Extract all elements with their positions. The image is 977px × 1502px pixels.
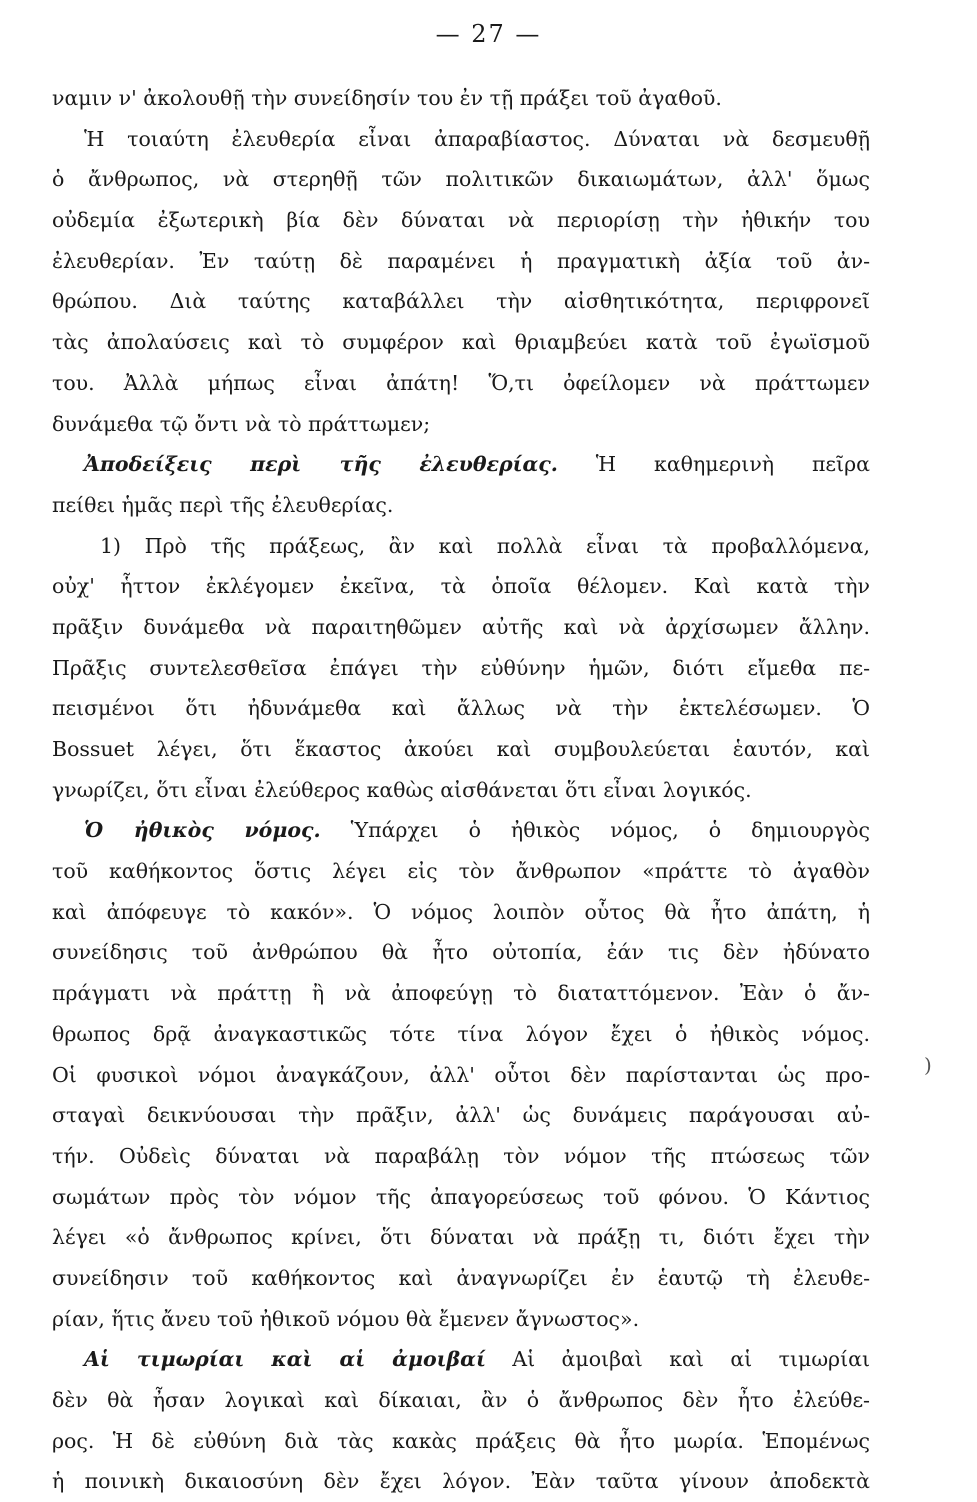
text-line bbox=[52, 1339, 870, 1380]
line-text: Ἡ καθημερινὴ πεῖρα bbox=[557, 452, 870, 477]
text-line bbox=[52, 1258, 870, 1299]
section-heading: Αἱ τιμωρίαι καὶ αἱ ἀμοιβαί bbox=[84, 1347, 486, 1372]
text-line bbox=[52, 1095, 870, 1136]
text-line bbox=[52, 892, 870, 933]
line-text: θρωπος δρᾷ ἀναγκαστικῶς τότε τίνα λόγον ἔχει ὁ ἠθικὸς νόμος. bbox=[52, 1021, 870, 1046]
text-line bbox=[52, 444, 870, 485]
text-line bbox=[52, 404, 870, 445]
line-text: του. Ἀλλὰ μήπως εἶναι ἀπάτη! Ὅ,τι ὀφείλομεν νὰ πράττωμεν bbox=[52, 370, 870, 395]
page-number: — 27 — bbox=[435, 20, 542, 48]
line-text: ρος. Ἡ δὲ εὐθύνη διὰ τὰς κακὰς πράξεις θὰ ἦτο μωρία. Ἑπομένως bbox=[52, 1428, 870, 1453]
text-line bbox=[52, 485, 870, 526]
text-line bbox=[52, 851, 870, 892]
line-text: γνωρίζει, ὅτι εἶναι ἐλεύθερος καθὼς αἰσθάνεται ὅτι εἶναι λογικός. bbox=[52, 777, 752, 802]
text-line bbox=[52, 1299, 870, 1340]
line-text: συνείδησις τοῦ ἀνθρώπου θὰ ἦτο οὐτοπία, ἐάν τις δὲν ἠδύνατο bbox=[52, 940, 870, 965]
text-line bbox=[52, 322, 870, 363]
line-text: πράγματι νὰ πράττῃ ἢ νὰ ἀποφεύγῃ τὸ διαταττόμενον. Ἐὰν ὁ ἄν- bbox=[52, 981, 870, 1006]
line-text: συνείδησιν τοῦ καθήκοντος καὶ ἀναγνωρίζει ἐν ἑαυτῷ τὴ ἐλευθε- bbox=[52, 1265, 870, 1290]
text-line bbox=[52, 241, 870, 282]
line-text: πρᾶξιν δυνάμεθα νὰ παραιτηθῶμεν αὐτῆς καὶ νὰ ἀρχίσωμεν ἄλλην. bbox=[52, 614, 870, 639]
section-heading: Ἀποδείξεις περὶ τῆς ἐλευθερίας. bbox=[84, 452, 558, 477]
text-line bbox=[52, 810, 870, 851]
text-line bbox=[52, 729, 870, 770]
line-text: τήν. Οὐδεὶς δύναται νὰ παραβάλῃ τὸν νόμον τῆς πτώσεως τῶν bbox=[52, 1143, 870, 1168]
text-line bbox=[52, 119, 870, 160]
text-line bbox=[52, 1461, 870, 1502]
text-line bbox=[52, 281, 870, 322]
line-text: Οἱ φυσικοὶ νόμοι ἀναγκάζουν, ἀλλ' οὗτοι δὲν παρίστανται ὡς προ- bbox=[52, 1062, 870, 1087]
line-text: καὶ ἀπόφευγε τὸ κακόν». Ὁ νόμος λοιπὸν οὗτος θὰ ἦτο ἀπάτη, ἡ bbox=[52, 899, 870, 924]
text-line bbox=[52, 1421, 870, 1462]
line-text: ὁ ἄνθρωπος, νὰ στερηθῇ τῶν πολιτικῶν δικαιωμάτων, ἀλλ' ὅμως bbox=[52, 167, 870, 192]
line-text: Bossuet λέγει, ὅτι ἕκαστος ἀκούει καὶ συμβουλεύεται ἑαυτόν, καὶ bbox=[52, 737, 870, 761]
line-text: δυνάμεθα τῷ ὄντι νὰ τὸ πράττωμεν; bbox=[52, 411, 431, 436]
line-text: λέγει «ὁ ἄνθρωπος κρίνει, ὅτι δύναται νὰ πράξῃ τι, διότι ἔχει τὴν bbox=[52, 1225, 870, 1250]
text-line bbox=[52, 363, 870, 404]
text-line bbox=[52, 1380, 870, 1421]
text-line bbox=[52, 1217, 870, 1258]
line-text: ναμιν ν' ἀκολουθῇ τὴν συνείδησίν του ἐν τῇ πράξει τοῦ ἀγαθοῦ. bbox=[52, 86, 722, 110]
text-line bbox=[52, 932, 870, 973]
margin-mark: ) bbox=[924, 1053, 932, 1077]
line-text: τοῦ καθήκοντος ὅστις λέγει εἰς τὸν ἄνθρωπον «πράττε τὸ ἀγαθὸν bbox=[52, 859, 870, 884]
text-line bbox=[52, 688, 870, 729]
line-text: ἡ ποινικὴ δικαιοσύνη δὲν ἔχει λόγον. Ἐὰν ταῦτα γίνουν ἀποδεκτὰ bbox=[52, 1469, 870, 1494]
line-text: σταγαὶ δεικνύουσαι τὴν πρᾶξιν, ἀλλ' ὡς δυνάμεις παράγουσαι αὐ- bbox=[52, 1103, 870, 1128]
text-line bbox=[52, 566, 870, 607]
line-text: Αἱ ἀμοιβαὶ καὶ αἱ τιμωρίαι bbox=[485, 1347, 871, 1372]
line-text: Ἡ τοιαύτη ἐλευθερία εἶναι ἀπαραβίαστος. Δύναται νὰ δεσμευθῇ bbox=[84, 126, 870, 151]
text-line bbox=[52, 159, 870, 200]
text-line bbox=[52, 973, 870, 1014]
text-line bbox=[52, 648, 870, 689]
line-text: σωμάτων πρὸς τὸν νόμον τῆς ἀπαγορεύσεως τοῦ φόνου. Ὁ Κάντιος bbox=[52, 1184, 870, 1209]
text-line bbox=[52, 200, 870, 241]
line-text: Πρᾶξις συντελεσθεῖσα ἐπάγει τὴν εὐθύνην ἡμῶν, διότι εἴμεθα πε- bbox=[52, 655, 870, 680]
line-text: οὐχ' ἧττον ἐκλέγομεν ἐκεῖνα, τὰ ὁποῖα θέλομεν. Καὶ κατὰ τὴν bbox=[52, 574, 870, 599]
line-text: πεισμένοι ὅτι ἠδυνάμεθα καὶ ἄλλως νὰ τὴν ἐκτελέσωμεν. Ὁ bbox=[52, 696, 870, 721]
line-text: οὐδεμία ἐξωτερικὴ βία δὲν δύναται νὰ περιορίσῃ τὴν ἠθικήν του bbox=[52, 208, 870, 233]
text-line bbox=[52, 1055, 870, 1096]
text-line bbox=[52, 770, 870, 811]
line-text: τὰς ἀπολαύσεις καὶ τὸ συμφέρον καὶ θριαμβεύει κατὰ τοῦ ἐγωϊσμοῦ bbox=[52, 330, 870, 355]
text-line bbox=[52, 526, 870, 567]
text-line bbox=[52, 1014, 870, 1055]
line-text: 1) Πρὸ τῆς πράξεως, ἂν καὶ πολλὰ εἶναι τὰ προβαλλόμενα, bbox=[100, 533, 870, 558]
line-text: Ὑπάρχει ὁ ἠθικὸς νόμος, ὁ δημιουργὸς bbox=[320, 818, 870, 843]
line-text: δὲν θὰ ἦσαν λογικαὶ καὶ δίκαιαι, ἂν ὁ ἄνθρωπος δὲν ἦτο ἐλεύθε- bbox=[52, 1388, 870, 1412]
line-text: πείθει ἡμᾶς περὶ τῆς ἐλευθερίας. bbox=[52, 492, 394, 517]
section-heading: Ὁ ἠθικὸς νόμος. bbox=[84, 818, 321, 843]
line-text: θρώπου. Διὰ ταύτης καταβάλλει τὴν αἰσθητικότητα, περιφρονεῖ bbox=[52, 289, 870, 314]
line-text: ρίαν, ἥτις ἄνευ τοῦ ἠθικοῦ νόμου θὰ ἔμενεν ἄγνωστος». bbox=[52, 1306, 640, 1331]
text-body bbox=[52, 78, 870, 1502]
text-line bbox=[52, 1136, 870, 1177]
text-line bbox=[52, 1177, 870, 1218]
text-line bbox=[52, 607, 870, 648]
text-line bbox=[52, 78, 870, 119]
line-text: ἐλευθερίαν. Ἐν ταύτῃ δὲ παραμένει ἡ πραγματικὴ ἀξία τοῦ ἀν- bbox=[52, 248, 870, 273]
